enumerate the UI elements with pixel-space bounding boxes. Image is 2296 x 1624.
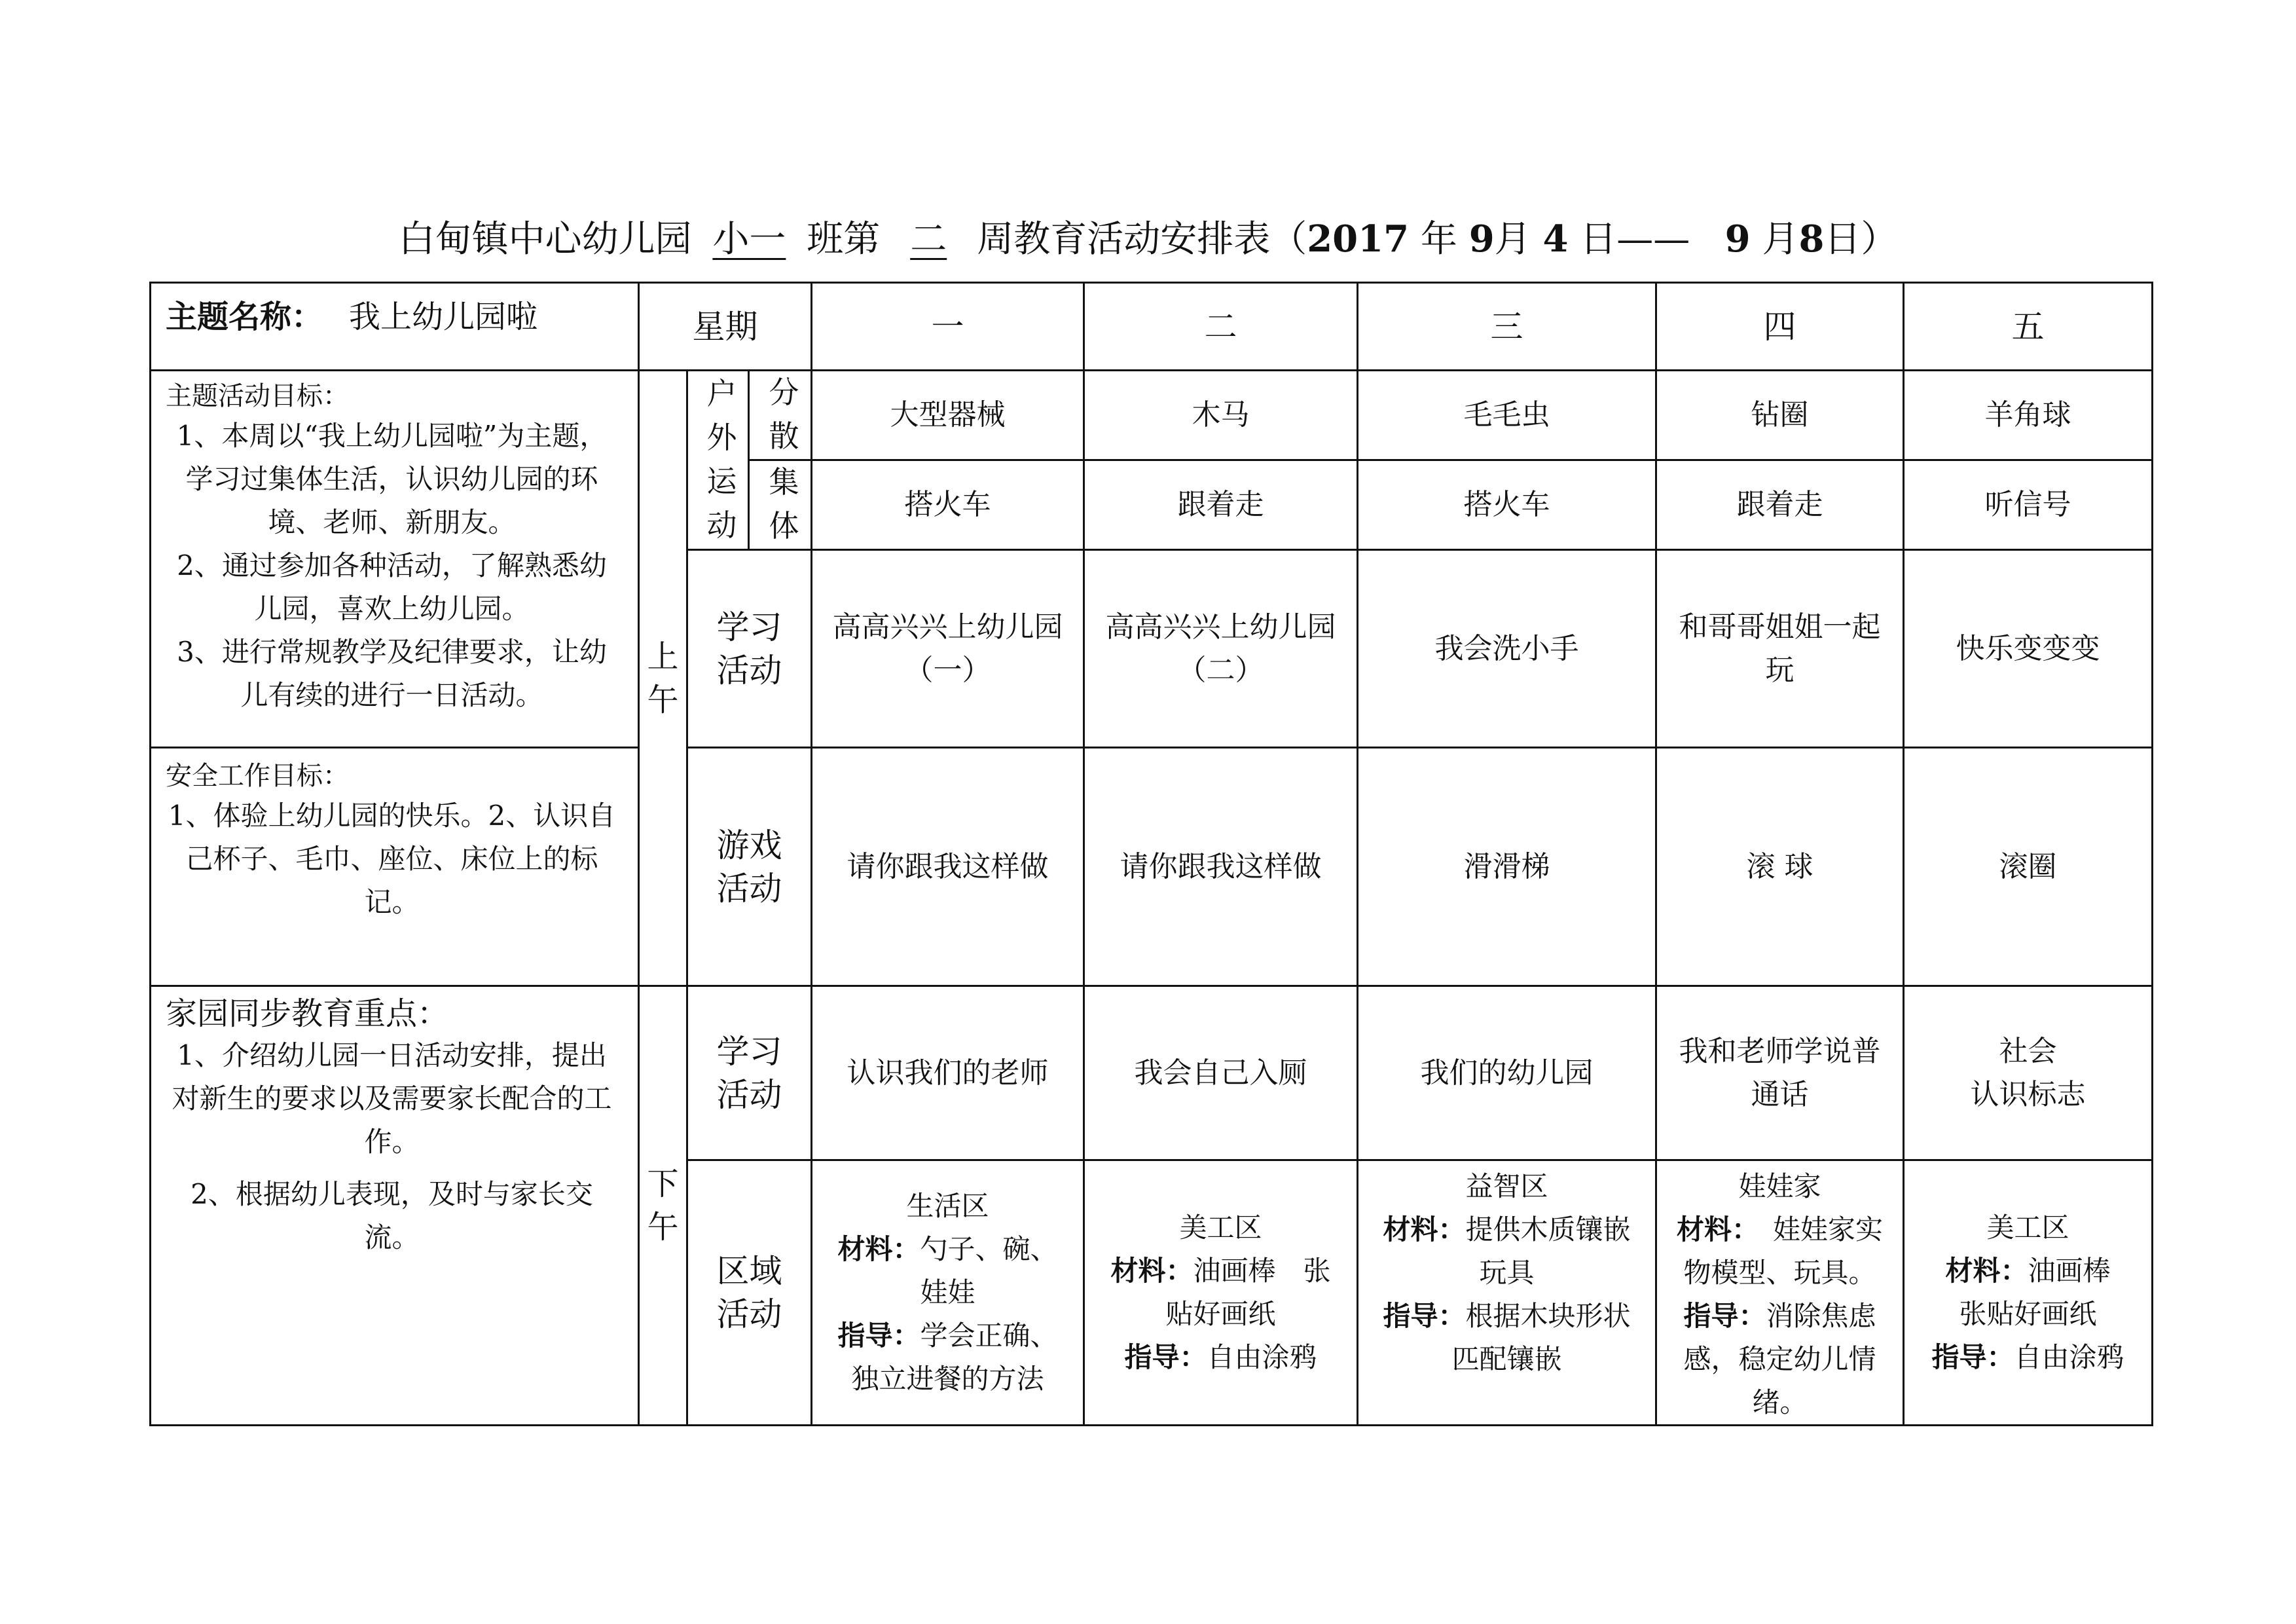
afternoon-study-tue: 我会自己入厕 [1084,986,1358,1160]
area-mon-guide-label: 指导： [837,1320,920,1352]
area-tue-zone: 美工区 [1179,1211,1262,1244]
scatter-fri: 羊角球 [1904,371,2153,460]
safety-goal-text: 1、体验上幼儿园的快乐。2、认识自己杯子、毛巾、座位、床位上的标记。 [168,800,616,918]
game-tue: 请你跟我这样做 [1084,748,1358,986]
area-mon-zone: 生活区 [906,1190,989,1222]
morning-study-thu-line-2: 玩 [1765,653,1795,687]
area-mon-material-1: 勺子、碗、 [920,1233,1058,1265]
end-month: 9 [1724,217,1751,261]
scatter-label [749,371,812,460]
period-morning-text: 上午 [647,638,679,718]
afternoon-study-label-2: 活动 [716,1075,782,1114]
area-wed-material-2: 玩具 [1479,1257,1535,1289]
area-label [687,1160,812,1426]
outdoor-label [687,371,749,550]
afternoon-study-thu [1656,986,1904,1160]
afternoon-study-fri-line-1: 社会 [1999,1034,2057,1068]
afternoon-study-fri [1904,986,2153,1160]
area-fri-material-2: 张贴好画纸 [1959,1298,2097,1330]
weekday-thu: 四 [1656,283,1904,371]
year: 2017 [1307,217,1410,261]
game-row [151,748,2153,986]
morning-study-mon [812,550,1084,748]
morning-study-mon-line-2: （一） [904,653,991,687]
outdoor-char-2: 外 [706,419,737,455]
morning-study-label-1: 学习 [716,608,782,646]
group-mon: 搭火车 [812,460,1084,550]
weekday-tue: 二 [1084,283,1358,371]
scatter-wed: 毛毛虫 [1358,371,1656,460]
period-afternoon [639,986,687,1426]
home-education-cell [151,986,639,1426]
scatter-thu: 钻圈 [1656,371,1904,460]
theme-goal-item-2: 2、通过参加各种活动，了解熟悉幼儿园，喜欢上幼儿园。 [177,549,607,625]
area-mon-material-label: 材料： [837,1233,920,1265]
game-label-2: 活动 [716,869,782,908]
area-tue-material-label: 材料： [1110,1255,1194,1287]
weekday-wed: 三 [1358,283,1656,371]
group-char-2: 体 [769,508,799,544]
outdoor-char-1: 户 [706,375,737,411]
group-wed: 搭火车 [1358,460,1656,550]
area-wed [1358,1160,1656,1426]
area-thu-guide-3: 绪。 [1752,1386,1808,1418]
group-char-1: 集 [769,464,799,500]
area-label-2: 活动 [716,1295,782,1333]
class-name: 小一 [712,218,786,261]
activity-schedule-table [149,282,2153,1426]
area-thu-material-2: 物模型、玩具。 [1683,1257,1876,1289]
theme-goal-item-1: 1、本周以“我上幼儿园啦”为主题，学习过集体生活，认识幼儿园的环境、老师、新朋友。 [176,420,608,538]
safety-goal-label: 安全工作目标： [166,761,349,791]
day-char: 日—— [1580,218,1690,261]
period-morning [639,371,687,986]
school-name: 白甸镇中心幼儿园 [398,218,692,261]
month-char: 月 [1494,218,1531,261]
outdoor-scatter-row [151,371,2153,460]
period-afternoon-text: 下午 [647,1166,679,1246]
area-fri-zone: 美工区 [1986,1211,2069,1244]
game-label [687,748,812,986]
theme-name-value: 我上幼儿园啦 [349,299,538,335]
scatter-mon: 大型器械 [812,371,1084,460]
outdoor-char-3: 运 [706,463,737,499]
morning-study-thu [1656,550,1904,748]
area-thu-guide-1: 消除焦虑 [1766,1300,1876,1332]
area-tue-material-1: 油画棒 张 [1193,1255,1331,1287]
end-month-char: 月 [1762,218,1799,261]
afternoon-study-label-1: 学习 [716,1032,782,1071]
area-tue [1084,1160,1358,1426]
theme-goal-item-3: 3、进行常规教学及纪律要求，让幼儿有续的进行一日活动。 [177,636,607,711]
area-fri-material-label: 材料： [1945,1255,2028,1287]
afternoon-study-thu-line-2: 通话 [1751,1077,1809,1111]
morning-study-thu-line-1: 和哥哥姐姐一起 [1679,610,1881,644]
page-title [0,210,2296,269]
afternoon-study-wed: 我们的幼儿园 [1358,986,1656,1160]
home-education-label: 家园同步教育重点： [166,995,449,1032]
group-label [749,460,812,550]
safety-goal-cell [151,748,639,986]
area-thu-material-1: 娃娃家实 [1745,1213,1884,1246]
start-month: 9 [1468,217,1495,261]
afternoon-study-mon: 认识我们的老师 [812,986,1084,1160]
end-day-char: 日） [1824,218,1898,261]
end-day: 8 [1798,217,1825,261]
scatter-char-1: 分 [769,375,799,410]
area-mon-guide-2: 独立进餐的方法 [851,1363,1044,1395]
game-wed: 滑滑梯 [1358,748,1656,986]
area-tue-guide-label: 指导： [1124,1341,1207,1373]
weekday-label: 星期 [639,283,812,371]
area-mon-guide-1: 学会正确、 [920,1320,1058,1352]
theme-name-cell [151,283,639,371]
morning-study-tue-line-2: （二） [1177,653,1264,687]
start-day: 4 [1542,217,1569,261]
afternoon-study-thu-line-1: 我和老师学说普 [1679,1034,1881,1068]
game-label-1: 游戏 [716,826,782,864]
area-label-1: 区域 [716,1252,782,1290]
area-thu-zone: 娃娃家 [1738,1170,1821,1202]
game-thu: 滚 球 [1656,748,1904,986]
header-row [151,283,2153,371]
year-char: 年 [1420,218,1457,261]
scatter-char-2: 散 [769,418,799,454]
group-fri: 听信号 [1904,460,2153,550]
area-fri-guide-label: 指导： [1931,1341,2014,1373]
area-wed-guide-1: 根据木块形状 [1465,1300,1631,1332]
area-fri-material-1: 油画棒 [2028,1255,2111,1287]
group-thu: 跟着走 [1656,460,1904,550]
theme-goal-label: 主题活动目标： [166,381,349,411]
afternoon-study-fri-line-2: 认识标志 [1970,1077,2086,1111]
morning-study-fri: 快乐变变变 [1904,550,2153,748]
group-tue: 跟着走 [1084,460,1358,550]
area-mon [812,1160,1084,1426]
class-suffix: 班第 [807,218,881,261]
area-tue-material-2: 贴好画纸 [1165,1298,1276,1330]
area-fri [1904,1160,2153,1426]
scatter-tue: 木马 [1084,371,1358,460]
week-suffix: 周教育活动安排表（ [977,218,1307,261]
morning-study-label-2: 活动 [716,651,782,690]
home-item-2: 2、根据幼儿表现，及时与家长交流。 [191,1178,593,1253]
goals-cell [151,371,639,748]
home-item-1: 1、介绍幼儿园一日活动安排，提出对新生的要求以及需要家长配合的工作。 [172,1039,612,1158]
outdoor-char-4: 动 [706,507,737,543]
area-thu-guide-label: 指导： [1683,1300,1766,1332]
area-wed-guide-2: 匹配镶嵌 [1451,1343,1562,1375]
week-number: 二 [910,218,947,261]
morning-study-wed: 我会洗小手 [1358,550,1656,748]
area-thu-material-label: 材料： [1676,1213,1745,1246]
area-thu-guide-2: 感，稳定幼儿情 [1683,1343,1876,1375]
morning-study-tue-line-1: 高高兴兴上幼儿园 [1105,610,1336,644]
area-tue-guide-1: 自由涂鸦 [1207,1341,1317,1373]
weekday-mon: 一 [812,283,1084,371]
area-mon-material-2: 娃娃 [920,1276,975,1308]
area-wed-guide-label: 指导： [1383,1300,1466,1332]
morning-study-label [687,550,812,748]
morning-study-mon-line-1: 高高兴兴上幼儿园 [832,610,1063,644]
game-fri: 滚圈 [1904,748,2153,986]
area-wed-material-label: 材料： [1383,1213,1466,1246]
area-wed-material-1: 提供木质镶嵌 [1465,1213,1631,1246]
theme-name-label: 主题名称： [166,299,323,335]
area-wed-zone: 益智区 [1465,1170,1548,1202]
morning-study-tue [1084,550,1358,748]
afternoon-study-label [687,986,812,1160]
area-fri-guide-1: 自由涂鸦 [2014,1341,2124,1373]
game-mon: 请你跟我这样做 [812,748,1084,986]
afternoon-study-row [151,986,2153,1160]
area-thu [1656,1160,1904,1426]
weekday-fri: 五 [1904,283,2153,371]
